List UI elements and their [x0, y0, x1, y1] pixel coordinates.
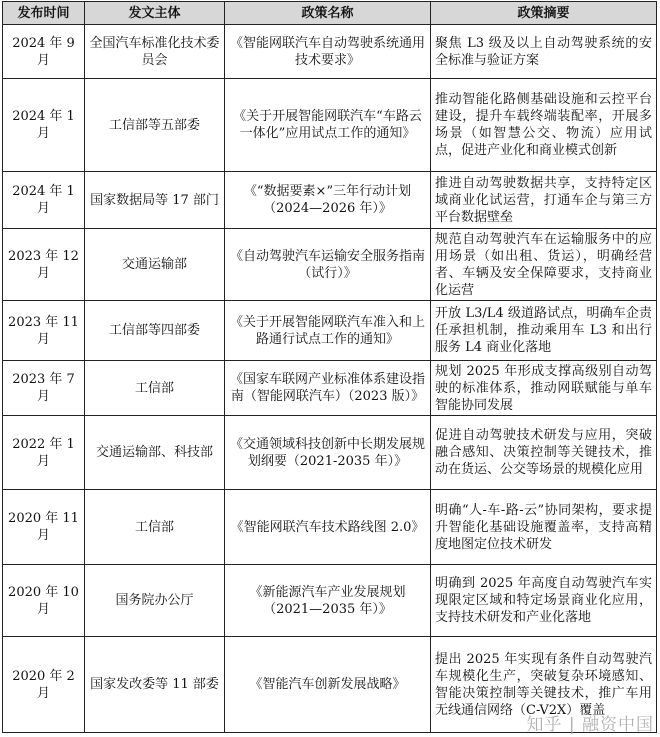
cell-issuer: 工信部等四部委 [85, 301, 225, 361]
table-row [3, 25, 657, 79]
cell-policy-name: 《智能网联汽车技术路线图 2.0》 [225, 490, 431, 565]
policy-table [2, 1, 657, 733]
cell-summary: 提出 2025 年实现有条件自动驾驶汽车规模化生产，突破复杂环境感知、智能决策控制等关键技术，推广车用无线通信网络（C-V2X）覆盖 [431, 637, 657, 733]
cell-policy-name: 《智能汽车创新发展战略》 [225, 637, 431, 733]
cell-date: 2023 年 7 月 [3, 361, 85, 416]
cell-summary: 开放 L3/L4 级道路试点，明确车企责任承担机制，推动乘用车 L3 和出行服务 L4 商业化落地 [431, 301, 657, 361]
header-date: 发布时间 [3, 2, 85, 25]
watermark: 知乎 | 融资中国 [526, 715, 654, 735]
cell-issuer: 国家数据局等 17 部门 [85, 172, 225, 229]
cell-summary: 聚焦 L3 级及以上自动驾驶系统的安全标准与验证方案 [431, 25, 657, 79]
cell-issuer: 国务院办公厅 [85, 565, 225, 637]
table-row [3, 79, 657, 172]
cell-issuer: 国家发改委等 11 部委 [85, 637, 225, 733]
cell-summary: 明确到 2025 年高度自动驾驶汽车实现限定区域和特定场景商业化应用，支持技术研发和产业化落地 [431, 565, 657, 637]
cell-issuer: 全国汽车标准化技术委员会 [85, 25, 225, 79]
cell-date: 2024 年 1 月 [3, 172, 85, 229]
cell-date: 2024 年 9 月 [3, 25, 85, 79]
table-row [3, 229, 657, 301]
cell-issuer: 工信部 [85, 361, 225, 416]
cell-date: 2023 年 12 月 [3, 229, 85, 301]
table-header-row [3, 2, 657, 25]
cell-policy-name: 《智能网联汽车自动驾驶系统通用技术要求》 [225, 25, 431, 79]
cell-date: 2022 年 1 月 [3, 416, 85, 490]
cell-policy-name: 《关于开展智能网联汽车准入和上路通行试点工作的通知》 [225, 301, 431, 361]
cell-summary: 规范自动驾驶汽车在运输服务中的应用场景（如出租、货运），明确经营者、车辆及安全保障要求，支持商业化运营 [431, 229, 657, 301]
cell-issuer: 工信部等五部委 [85, 79, 225, 172]
cell-policy-name: 《“数据要素×”三年行动计划（2024—2026 年）》 [225, 172, 431, 229]
table-row [3, 361, 657, 416]
cell-policy-name: 《交通领域科技创新中长期发展规划纲要（2021-2035 年）》 [225, 416, 431, 490]
cell-date: 2020 年 11 月 [3, 490, 85, 565]
cell-issuer: 工信部 [85, 490, 225, 565]
table-row [3, 565, 657, 637]
table-row [3, 416, 657, 490]
cell-policy-name: 《国家车联网产业标准体系建设指南（智能网联汽车）（2023 版）》 [225, 361, 431, 416]
cell-policy-name: 《关于开展智能网联汽车“车路云一体化”应用试点工作的通知》 [225, 79, 431, 172]
cell-summary: 明确“人-车-路-云”协同架构，要求提升智能化基础设施覆盖率，支持高精度地图定位技术研发 [431, 490, 657, 565]
cell-issuer: 交通运输部 [85, 229, 225, 301]
cell-policy-name: 《自动驾驶汽车运输安全服务指南（试行）》 [225, 229, 431, 301]
cell-summary: 促进自动驾驶技术研发与应用，突破融合感知、决策控制等关键技术，推动在货运、公交等场景的规模化应用 [431, 416, 657, 490]
cell-summary: 规划 2025 年形成支撑高级别自动驾驶的标准体系，推动网联赋能与单车智能协同发展 [431, 361, 657, 416]
header-issuer: 发文主体 [85, 2, 225, 25]
cell-issuer: 交通运输部、科技部 [85, 416, 225, 490]
cell-summary: 推动智能化路侧基础设施和云控平台建设，提升车载终端装配率，开展多场景（如智慧公交、物流）应用试点，促进产业化和商业模式创新 [431, 79, 657, 172]
cell-policy-name: 《新能源汽车产业发展规划（2021—2035 年）》 [225, 565, 431, 637]
cell-summary: 推进自动驾驶数据共享，支持特定区域商业化试运营，打通车企与第三方平台数据壁垒 [431, 172, 657, 229]
cell-date: 2024 年 1 月 [3, 79, 85, 172]
table-row [3, 490, 657, 565]
cell-date: 2020 年 2 月 [3, 637, 85, 733]
table-row [3, 172, 657, 229]
header-policy-name: 政策名称 [225, 2, 431, 25]
header-summary: 政策摘要 [431, 2, 657, 25]
cell-date: 2020 年 10 月 [3, 565, 85, 637]
cell-date: 2023 年 11 月 [3, 301, 85, 361]
table-row [3, 301, 657, 361]
